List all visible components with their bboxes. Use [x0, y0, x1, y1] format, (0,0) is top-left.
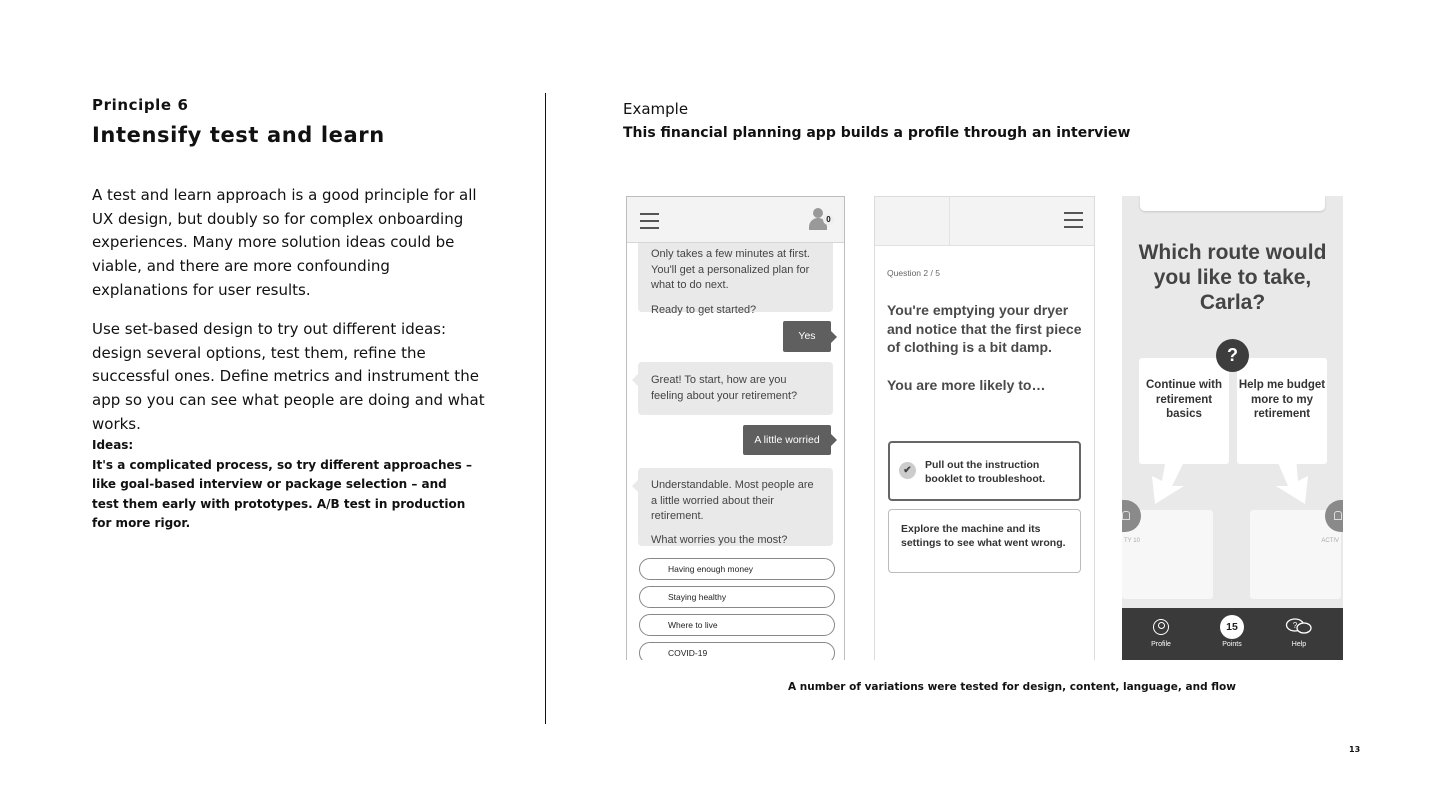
bot-message-text: Only takes a few minutes at first. You'll get a personalized plan for what to do next.	[651, 248, 810, 291]
option-covid-19[interactable]: COVID-19	[639, 642, 835, 660]
answer-option-selected[interactable]	[888, 441, 1081, 501]
route-card-continue[interactable]: Continue with retirement basics	[1139, 358, 1229, 464]
route-arrows	[1122, 458, 1343, 508]
route-title: Which route would you like to take, Carla?	[1138, 241, 1327, 314]
tab-label: Help	[1291, 641, 1307, 648]
help-chat-icon	[1285, 618, 1313, 636]
right-arrow-icon	[1276, 458, 1308, 504]
bot-message-text: What worries you the most?	[651, 533, 788, 546]
question-prompt: You are more likely to…	[887, 377, 1046, 393]
menu-icon[interactable]	[640, 213, 659, 229]
phone-quiz-question	[874, 196, 1095, 660]
principle-title: Intensify test and learn	[92, 123, 385, 147]
bot-message-text: Understandable. Most people are a little worried about their retirement.	[651, 479, 814, 522]
figure-caption: A number of variations were tested for design, content, language, and flow	[788, 681, 1236, 693]
bot-message: Great! To start, how are you feeling about your retirement?	[638, 362, 833, 415]
route-card-budget[interactable]: Help me budget more to my retirement	[1237, 358, 1327, 464]
answer-text: Explore the machine and its settings to see what went wrong.	[901, 523, 1066, 549]
page-number: 13	[1349, 745, 1361, 754]
question-number: Question 2 / 5	[887, 268, 940, 278]
tab-label: Profile	[1151, 641, 1171, 648]
example-description: This financial planning app builds a profile through an interview	[623, 125, 1131, 141]
option-having-enough-money[interactable]: Having enough money	[639, 558, 835, 580]
option-where-to-live[interactable]: Where to live	[639, 614, 835, 636]
notification-badge: 0	[823, 214, 834, 225]
activity-card: TY 10	[1122, 510, 1213, 599]
quiz-header	[875, 197, 1094, 246]
checkmark-icon: ✔	[899, 462, 916, 479]
svg-text:?: ?	[1292, 621, 1298, 630]
top-card	[1140, 196, 1325, 211]
answer-text: Pull out the instruction booklet to troubleshoot.	[925, 459, 1046, 485]
example-label: Example	[623, 100, 689, 118]
bottom-tab-bar	[1122, 608, 1343, 660]
user-profile-icon[interactable]	[808, 208, 834, 232]
column-divider	[545, 93, 546, 724]
tab-points[interactable]	[1202, 608, 1262, 660]
tab-label: Points	[1222, 641, 1242, 648]
tab-help[interactable]	[1269, 608, 1329, 660]
bot-message-text: Ready to get started?	[651, 303, 757, 316]
points-badge: 15	[1220, 615, 1244, 639]
phone-route-selection	[1122, 196, 1343, 660]
option-staying-healthy[interactable]: Staying healthy	[639, 586, 835, 608]
principle-label: Principle 6	[92, 96, 189, 114]
ideas-block	[92, 436, 472, 534]
ideas-heading: Ideas:	[92, 438, 134, 452]
bot-message	[638, 468, 833, 546]
body-paragraph-1: A test and learn approach is a good principle for all UX design, but doubly so for complex onboarding experiences. Many more solution ideas could be viable, and there are more confounding explanations for user results.	[92, 186, 477, 299]
profile-icon	[1153, 619, 1169, 635]
question-mark-icon[interactable]: ?	[1216, 339, 1249, 372]
phone-chat-interview	[626, 196, 845, 660]
user-reply: Yes	[783, 321, 831, 352]
tab-profile[interactable]	[1131, 608, 1191, 660]
menu-icon[interactable]	[1064, 212, 1083, 228]
body-paragraph-2: Use set-based design to try out different ideas: design several options, test them, refine the successful ones. Define metrics and instrument the app so you can see what people are doing and what works.	[92, 320, 485, 433]
answer-option[interactable]	[888, 509, 1081, 573]
user-reply: A little worried	[743, 425, 831, 455]
ideas-text: It's a complicated process, so try different approaches – like goal-based interview or package selection – and test them early with prototypes. A/B test in production for more rigor.	[92, 457, 472, 530]
question-text: You're emptying your dryer and notice that the first piece of clothing is a bit damp.	[887, 302, 1082, 355]
activity-card: ACTIV	[1250, 510, 1341, 599]
left-arrow-icon	[1152, 458, 1186, 504]
chat-header	[627, 197, 844, 243]
